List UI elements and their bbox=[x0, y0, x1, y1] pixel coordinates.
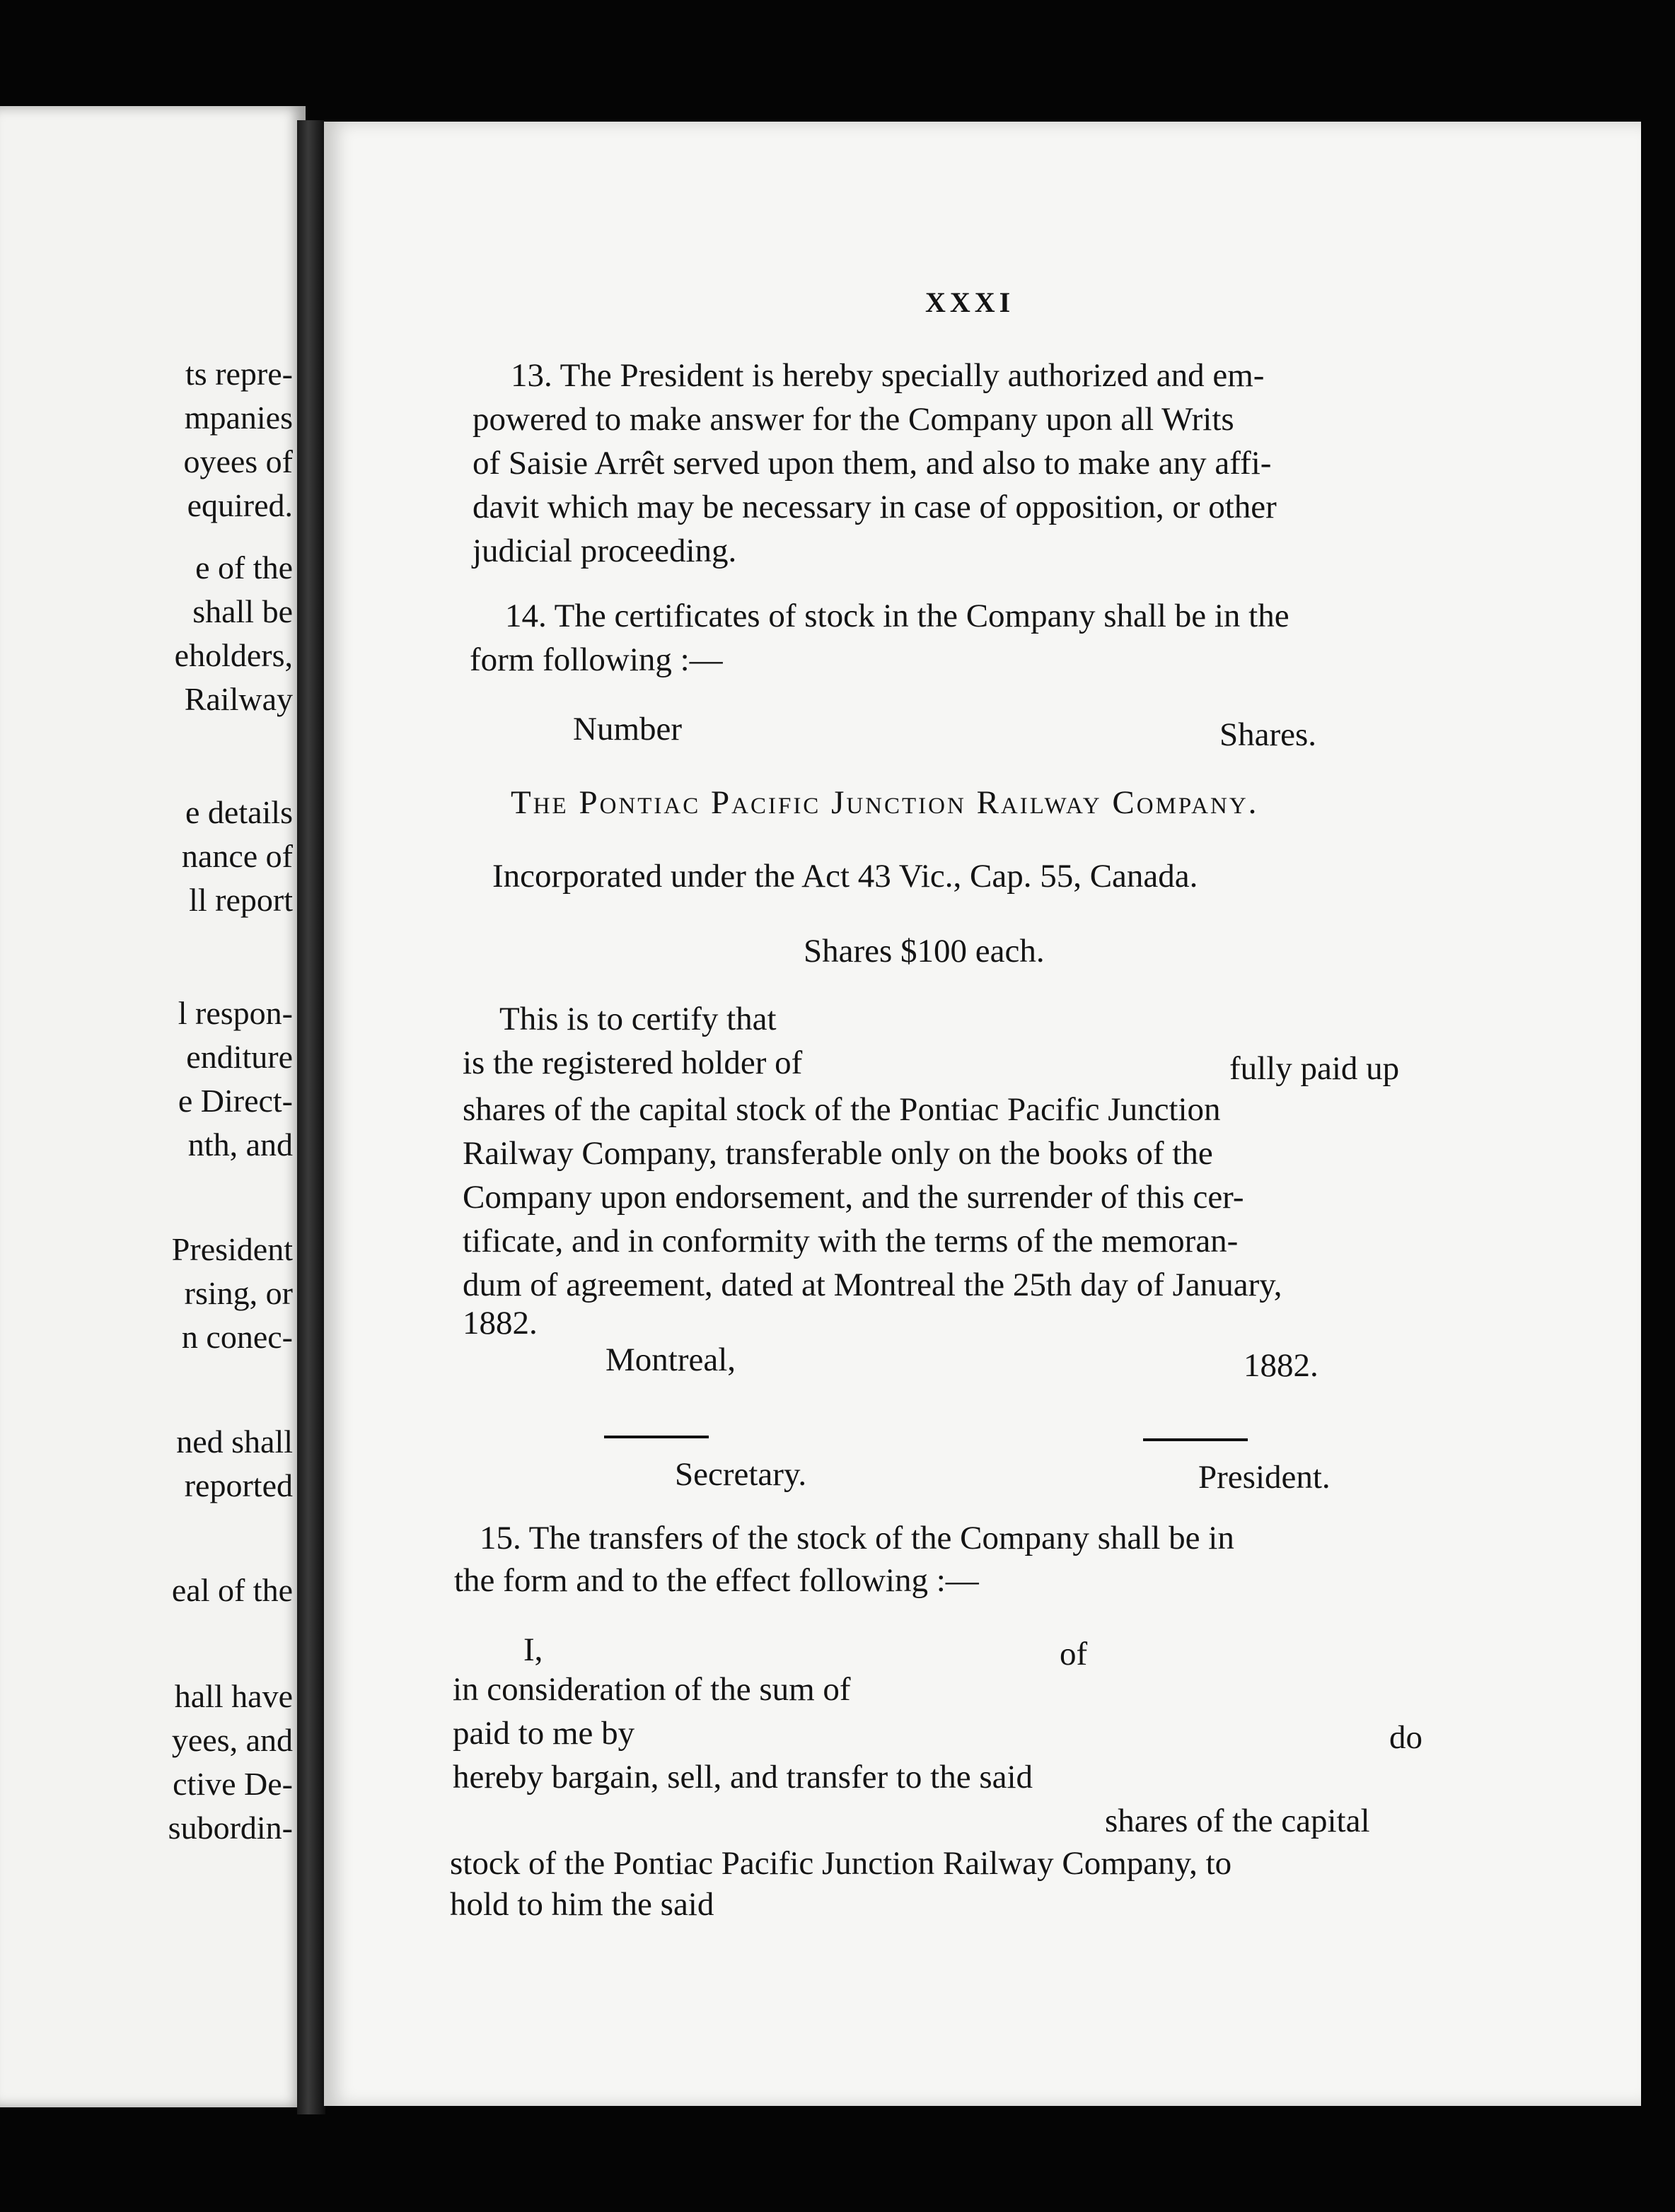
section-15-line: 15. The transfers of the stock of the Company shall be in bbox=[480, 1520, 1234, 1556]
left-fragment: e details bbox=[185, 794, 293, 830]
section-15-line: the form and to the effect following :— bbox=[454, 1562, 979, 1599]
certificate-place: Montreal, bbox=[605, 1341, 736, 1378]
company-title: The Pontiac Pacific Junction Railway Company. bbox=[511, 784, 1259, 821]
left-fragment: President bbox=[171, 1231, 293, 1267]
transfer-i: I, bbox=[523, 1631, 543, 1668]
transfer-line: in consideration of the sum of bbox=[453, 1671, 851, 1708]
certificate-body-line: tificate, and in conformity with the terms of the memoran- bbox=[463, 1223, 1239, 1259]
left-fragment: oyees of bbox=[183, 443, 293, 479]
left-fragment: yees, and bbox=[171, 1722, 293, 1758]
left-fragment: hall have bbox=[174, 1678, 293, 1714]
left-fragment: Railway bbox=[184, 681, 293, 717]
left-fragment: shall be bbox=[192, 593, 293, 629]
certify-line: This is to certify that bbox=[499, 1001, 777, 1037]
shares-each-line: Shares $100 each. bbox=[804, 933, 1045, 970]
left-fragment: equired. bbox=[187, 487, 293, 523]
section-13-line: 13. The President is hereby specially authorized and em- bbox=[511, 357, 1265, 394]
left-fragment: eal of the bbox=[171, 1572, 293, 1608]
left-fragment: l respon- bbox=[178, 995, 293, 1031]
left-fragment: subordin- bbox=[168, 1810, 293, 1846]
certificate-body-line: dum of agreement, dated at Montreal the 25th day of January, bbox=[463, 1267, 1282, 1303]
president-label: President. bbox=[1198, 1459, 1331, 1496]
left-fragment: ll report bbox=[189, 882, 293, 918]
left-fragment: n conec- bbox=[181, 1319, 293, 1355]
left-fragment: nth, and bbox=[187, 1127, 293, 1163]
page-number: XXXI bbox=[925, 286, 1015, 318]
secretary-signature-rule bbox=[604, 1436, 709, 1438]
left-fragment: mpanies bbox=[184, 400, 293, 436]
transfer-line: paid to me by bbox=[453, 1715, 635, 1752]
left-fragment: reported bbox=[184, 1467, 293, 1503]
holder-line: is the registered holder of bbox=[463, 1044, 803, 1081]
left-fragment: ned shall bbox=[176, 1424, 293, 1460]
transfer-line: stock of the Pontiac Pacific Junction Railway Company, to bbox=[450, 1845, 1232, 1882]
certificate-number-label: Number bbox=[573, 711, 683, 747]
section-13-line: of Saisie Arrêt served upon them, and also to make any affi- bbox=[473, 445, 1272, 482]
left-fragment: e of the bbox=[195, 549, 293, 586]
certificate-shares-label: Shares. bbox=[1219, 716, 1317, 753]
secretary-label: Secretary. bbox=[675, 1456, 807, 1493]
transfer-of: of bbox=[1060, 1636, 1088, 1672]
book-gutter bbox=[297, 120, 325, 2114]
transfer-line: hereby bargain, sell, and transfer to the said bbox=[453, 1759, 1033, 1795]
transfer-do: do bbox=[1389, 1719, 1422, 1756]
left-fragment: e Direct- bbox=[178, 1083, 293, 1119]
left-fragment: nance of bbox=[181, 838, 293, 874]
left-fragment: eholders, bbox=[174, 637, 293, 673]
section-13-line: davit which may be necessary in case of opposition, or other bbox=[473, 489, 1277, 525]
certificate-body-line: Railway Company, transferable only on the books of the bbox=[463, 1135, 1213, 1172]
right-page bbox=[324, 122, 1641, 2106]
certificate-body-line: shares of the capital stock of the Pontiac Pacific Junction bbox=[463, 1091, 1221, 1128]
left-fragment: enditure bbox=[186, 1039, 293, 1075]
left-page bbox=[0, 106, 306, 2107]
holder-line-right: fully paid up bbox=[1229, 1050, 1400, 1087]
certificate-body-line: 1882. bbox=[463, 1305, 538, 1341]
certificate-body-line: Company upon endorsement, and the surrender of this cer- bbox=[463, 1179, 1244, 1216]
transfer-line: shares of the capital bbox=[1105, 1803, 1370, 1839]
left-fragment: ctive De- bbox=[173, 1766, 293, 1802]
certificate-year: 1882. bbox=[1244, 1347, 1318, 1384]
section-13-line: powered to make answer for the Company upon all Writs bbox=[473, 401, 1234, 438]
section-13-line: judicial proceeding. bbox=[473, 532, 737, 569]
incorporated-line: Incorporated under the Act 43 Vic., Cap. 55, Canada. bbox=[492, 858, 1198, 895]
left-fragment: rsing, or bbox=[184, 1275, 293, 1311]
transfer-line: hold to him the said bbox=[450, 1886, 714, 1923]
section-14-line: 14. The certificates of stock in the Company shall be in the bbox=[505, 598, 1289, 634]
left-fragment: ts repre- bbox=[185, 356, 293, 392]
section-14-line: form following :— bbox=[470, 641, 723, 678]
president-signature-rule bbox=[1143, 1438, 1248, 1441]
